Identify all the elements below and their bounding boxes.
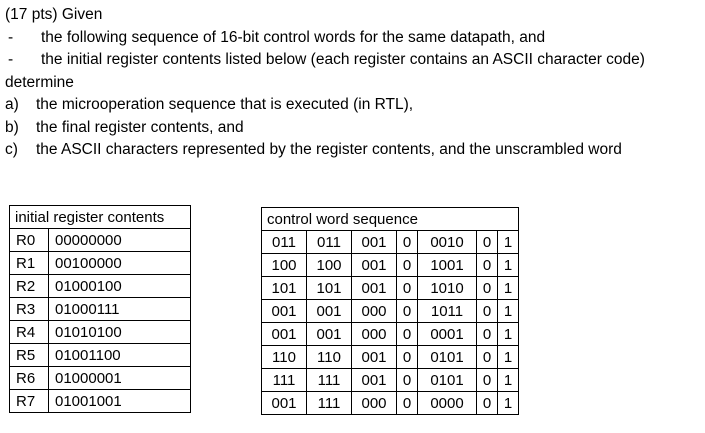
part-marker: b) bbox=[5, 118, 19, 136]
control-word-field-cell: 0101 bbox=[418, 369, 477, 392]
register-row bbox=[10, 367, 191, 390]
bullet-item bbox=[5, 49, 701, 72]
register-row bbox=[10, 344, 191, 367]
register-table-header: initial register contents bbox=[10, 206, 191, 229]
register-value-cell: 01000111 bbox=[49, 298, 191, 321]
control-word-field-cell: 100 bbox=[307, 254, 352, 277]
control-word-field-cell: 0 bbox=[477, 254, 498, 277]
control-word-field-cell: 001 bbox=[352, 254, 397, 277]
register-row bbox=[10, 298, 191, 321]
register-row bbox=[10, 229, 191, 252]
bullet-marker: - bbox=[8, 51, 14, 68]
register-value-cell: 01001100 bbox=[49, 344, 191, 367]
register-name-cell: R0 bbox=[10, 229, 49, 252]
control-word-field-cell: 0 bbox=[397, 369, 418, 392]
control-word-field-cell: 0001 bbox=[418, 323, 477, 346]
control-word-field-cell: 001 bbox=[307, 323, 352, 346]
control-word-field-cell: 0 bbox=[397, 323, 418, 346]
control-word-field-cell: 1 bbox=[498, 300, 519, 323]
control-word-row bbox=[262, 392, 519, 415]
control-word-field-cell: 0101 bbox=[418, 346, 477, 369]
register-name-cell: R1 bbox=[10, 252, 49, 275]
control-word-field-cell: 0000 bbox=[418, 392, 477, 415]
control-word-field-cell: 000 bbox=[352, 323, 397, 346]
control-word-field-cell: 1 bbox=[498, 323, 519, 346]
register-value-cell: 00000000 bbox=[49, 229, 191, 252]
control-word-row bbox=[262, 300, 519, 323]
control-word-field-cell: 001 bbox=[262, 300, 307, 323]
control-word-field-cell: 1011 bbox=[418, 300, 477, 323]
control-word-field-cell: 0 bbox=[397, 254, 418, 277]
control-word-row bbox=[262, 277, 519, 300]
part-text: the microoperation sequence that is executed (in RTL), bbox=[36, 96, 414, 113]
control-word-row bbox=[262, 254, 519, 277]
control-word-field-cell: 1 bbox=[498, 346, 519, 369]
control-word-field-cell: 0 bbox=[477, 300, 498, 323]
register-row bbox=[10, 390, 191, 413]
control-word-field-cell: 1 bbox=[498, 392, 519, 415]
register-value-cell: 01010100 bbox=[49, 321, 191, 344]
control-word-table-body bbox=[262, 231, 519, 415]
control-word-field-cell: 0 bbox=[397, 300, 418, 323]
control-word-field-cell: 001 bbox=[262, 392, 307, 415]
control-word-field-cell: 001 bbox=[352, 346, 397, 369]
control-word-field-cell: 0 bbox=[397, 392, 418, 415]
register-value-cell: 01000001 bbox=[49, 367, 191, 390]
part-marker: a) bbox=[5, 96, 19, 113]
control-word-table bbox=[261, 207, 519, 415]
control-word-field-cell: 111 bbox=[262, 369, 307, 392]
register-row bbox=[10, 321, 191, 344]
part-item bbox=[5, 139, 701, 162]
register-row bbox=[10, 252, 191, 275]
control-word-field-cell: 011 bbox=[262, 231, 307, 254]
control-word-field-cell: 001 bbox=[307, 300, 352, 323]
part-item bbox=[5, 117, 701, 140]
control-word-row bbox=[262, 369, 519, 392]
problem-statement bbox=[5, 4, 701, 162]
control-word-field-cell: 0 bbox=[477, 231, 498, 254]
register-name-cell: R7 bbox=[10, 390, 49, 413]
register-name-cell: R3 bbox=[10, 298, 49, 321]
control-word-field-cell: 1001 bbox=[418, 254, 477, 277]
control-word-row bbox=[262, 323, 519, 346]
register-value-cell: 00100000 bbox=[49, 252, 191, 275]
bullet-text: the following sequence of 16-bit control words for the same datapath, and bbox=[41, 28, 546, 46]
part-text: the ASCII characters represented by the register contents, and the unscrambled word bbox=[36, 141, 622, 158]
control-word-field-cell: 0 bbox=[477, 369, 498, 392]
determine-label: determine bbox=[5, 73, 74, 91]
control-word-field-cell: 1 bbox=[498, 231, 519, 254]
bullet-item bbox=[5, 27, 701, 50]
register-name-cell: R2 bbox=[10, 275, 49, 298]
control-word-field-cell: 111 bbox=[307, 369, 352, 392]
register-value-cell: 01000100 bbox=[49, 275, 191, 298]
part-item bbox=[5, 94, 701, 117]
control-word-field-cell: 0 bbox=[477, 277, 498, 300]
control-word-field-cell: 100 bbox=[262, 254, 307, 277]
register-row bbox=[10, 275, 191, 298]
register-name-cell: R4 bbox=[10, 321, 49, 344]
control-word-field-cell: 0 bbox=[477, 323, 498, 346]
control-word-field-cell: 110 bbox=[307, 346, 352, 369]
control-word-field-cell: 001 bbox=[352, 231, 397, 254]
control-word-field-cell: 0 bbox=[397, 277, 418, 300]
control-word-field-cell: 0 bbox=[477, 392, 498, 415]
control-word-field-cell: 001 bbox=[262, 323, 307, 346]
control-word-field-cell: 1010 bbox=[418, 277, 477, 300]
control-word-field-cell: 1 bbox=[498, 369, 519, 392]
control-word-field-cell: 011 bbox=[307, 231, 352, 254]
register-value-cell: 01001001 bbox=[49, 390, 191, 413]
control-word-field-cell: 001 bbox=[352, 277, 397, 300]
control-word-field-cell: 0 bbox=[397, 346, 418, 369]
control-word-field-cell: 111 bbox=[307, 392, 352, 415]
part-text: the final register contents, and bbox=[36, 118, 244, 136]
control-word-field-cell: 000 bbox=[352, 300, 397, 323]
register-table bbox=[9, 205, 191, 413]
control-word-row bbox=[262, 346, 519, 369]
part-marker: c) bbox=[5, 141, 18, 158]
problem-intro: (17 pts) Given bbox=[5, 6, 103, 23]
bullet-marker: - bbox=[8, 28, 14, 46]
control-word-header-row bbox=[262, 208, 519, 231]
register-table-header-row bbox=[10, 206, 191, 229]
control-word-row bbox=[262, 231, 519, 254]
register-table-body bbox=[10, 229, 191, 413]
control-word-field-cell: 001 bbox=[352, 369, 397, 392]
control-word-field-cell: 101 bbox=[262, 277, 307, 300]
register-name-cell: R5 bbox=[10, 344, 49, 367]
control-word-field-cell: 101 bbox=[307, 277, 352, 300]
register-name-cell: R6 bbox=[10, 367, 49, 390]
control-word-field-cell: 1 bbox=[498, 277, 519, 300]
bullet-text: the initial register contents listed below (each register contains an ASCII character code) bbox=[41, 51, 645, 68]
control-word-field-cell: 1 bbox=[498, 254, 519, 277]
control-word-field-cell: 000 bbox=[352, 392, 397, 415]
control-word-field-cell: 110 bbox=[262, 346, 307, 369]
control-word-field-cell: 0010 bbox=[418, 231, 477, 254]
control-word-table-header: control word sequence bbox=[262, 208, 519, 231]
control-word-field-cell: 0 bbox=[397, 231, 418, 254]
control-word-field-cell: 0 bbox=[477, 346, 498, 369]
